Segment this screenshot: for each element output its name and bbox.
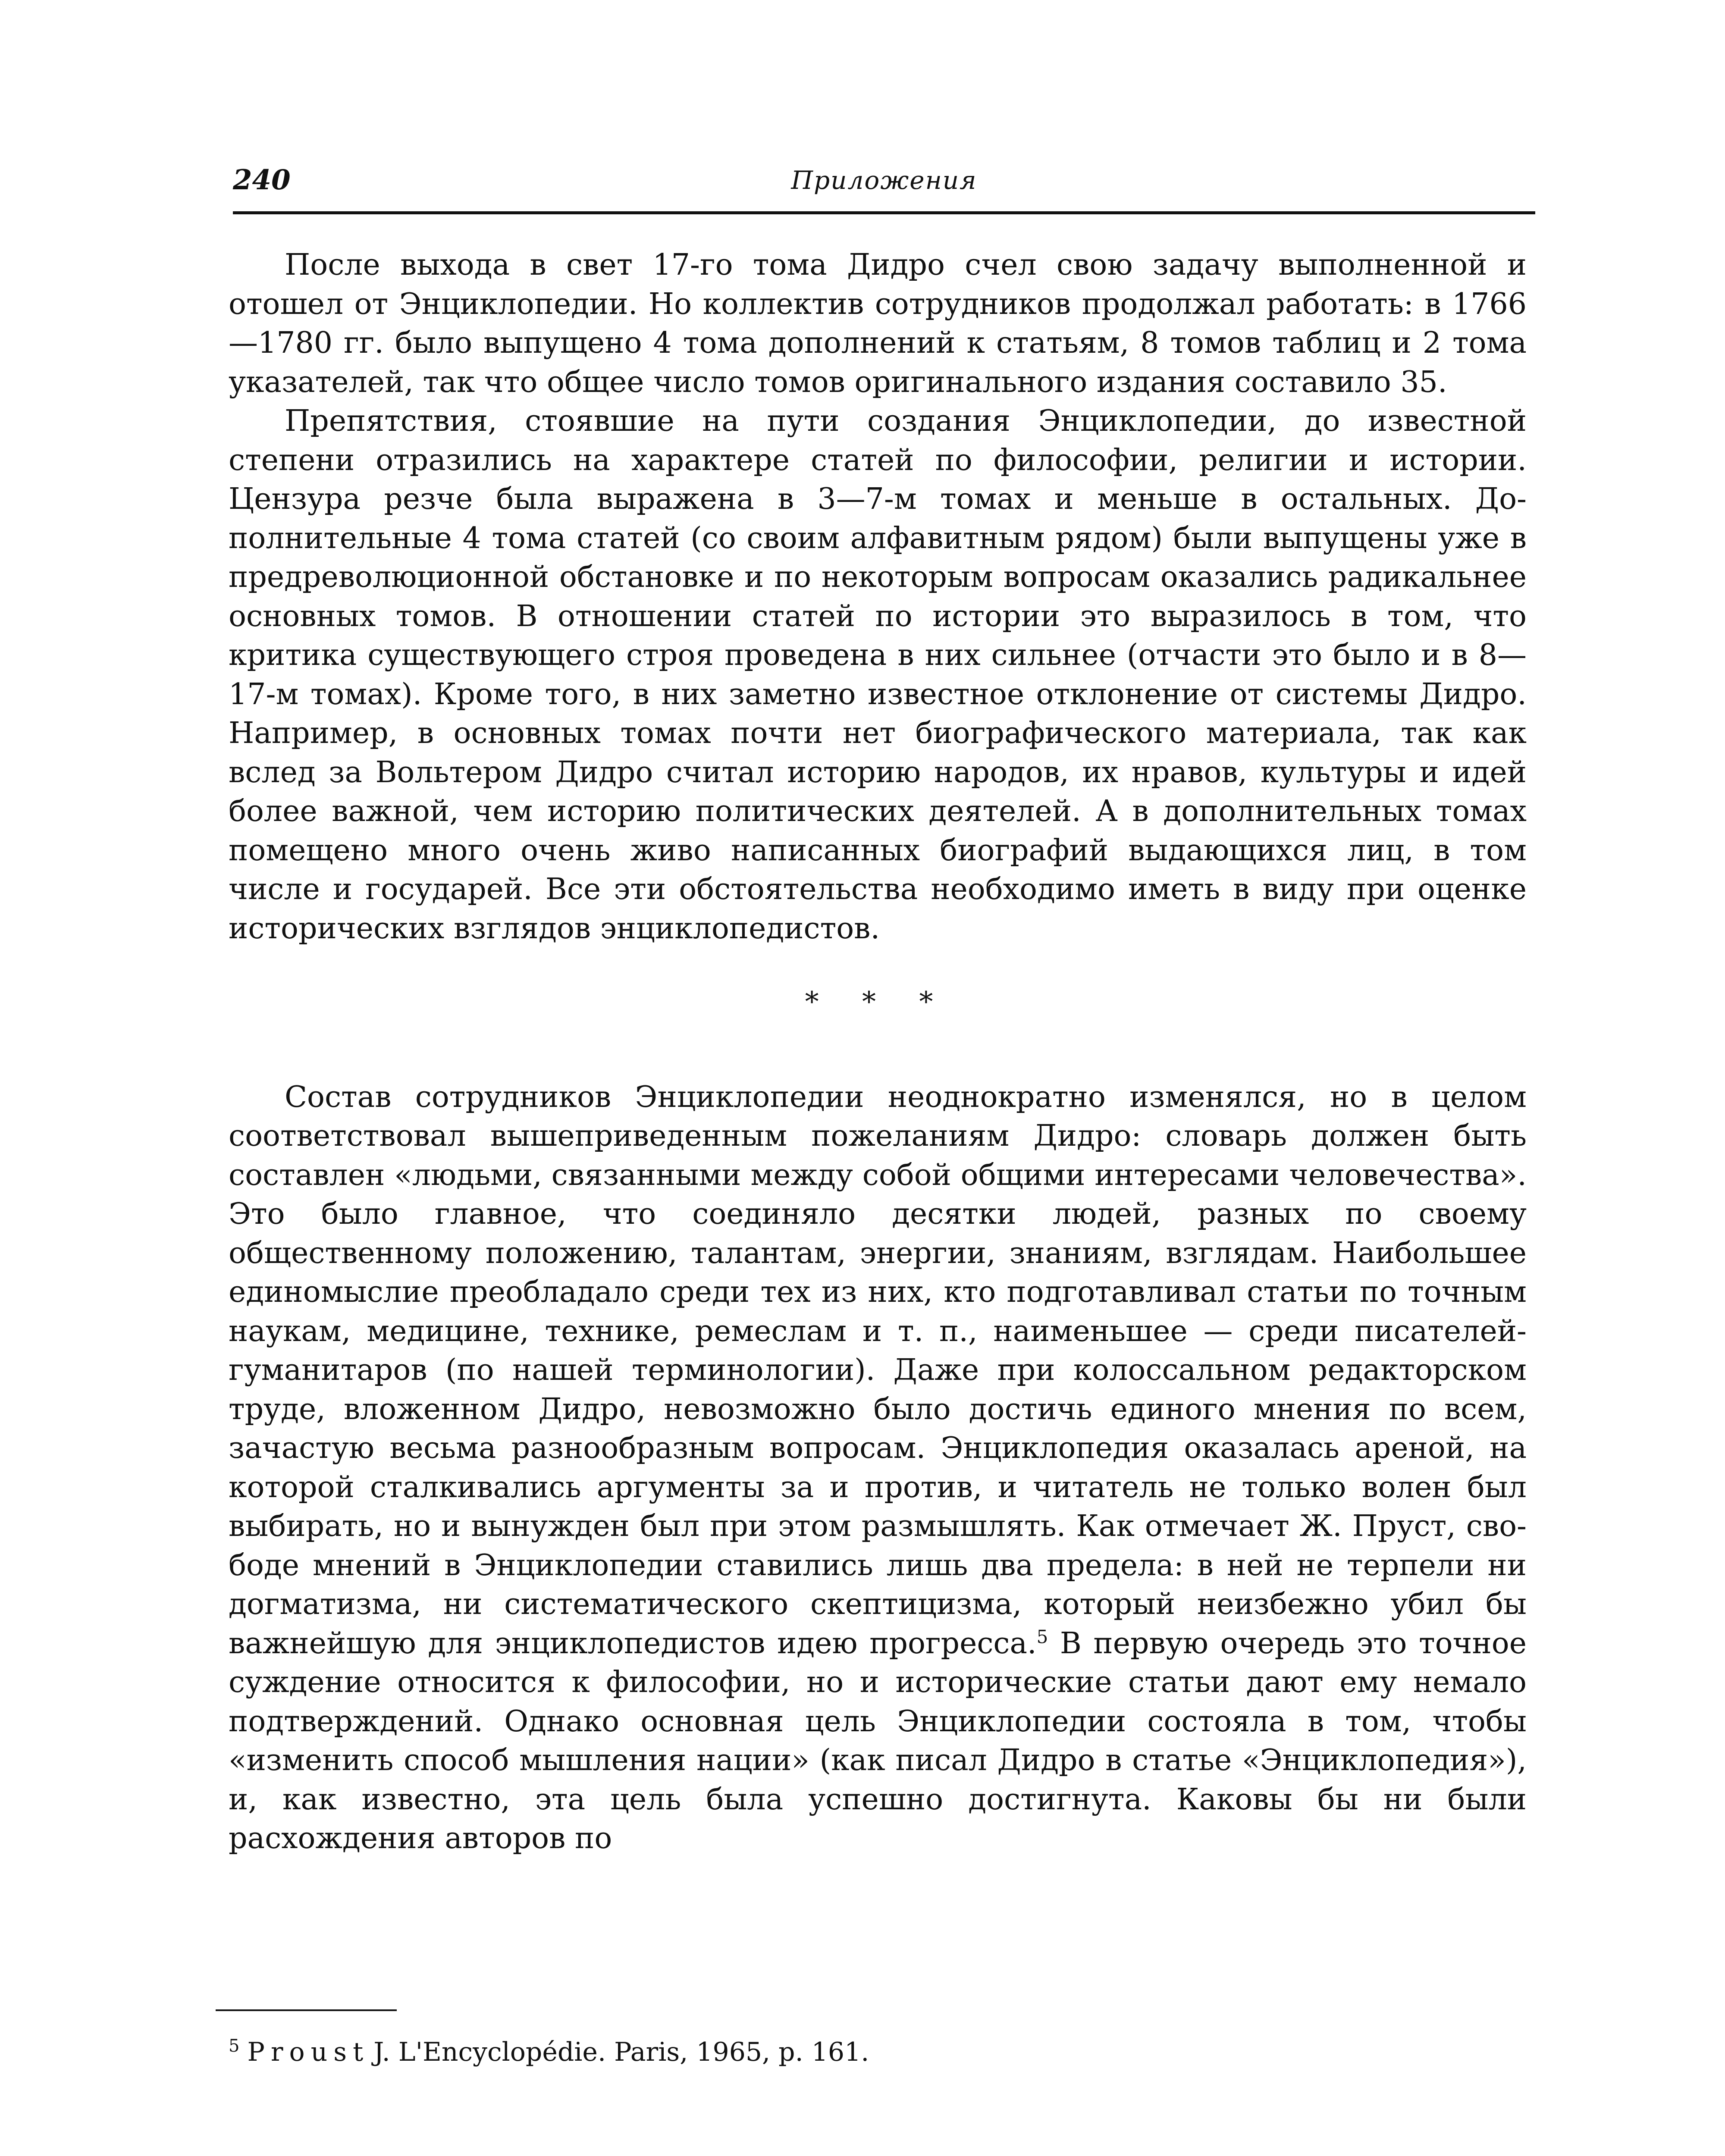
footnote	[229, 2029, 1527, 2069]
section-separator: * * *	[805, 986, 950, 1018]
running-head-title: Приложения	[791, 166, 977, 195]
footnote-text: J. L'Encyclopédie. Paris, 1965, p. 161.	[373, 2037, 869, 2067]
paragraph-text: Состав сотрудников Энциклопедии неоднократно изменялся, но в целом соответствовал вышеприведенным пожеланиям Дидро: словарь должен быть составлен «людьми, связанными между собой общими интересами человечества». Это было главное, что соединяло десятки людей, разных по своему общественному положению, талантам, энергии, знаниям, взглядам. Наибольшее единомыслие преобладало среди тех из них, кто подготавливал статьи по точным наукам, медицине, технике, ремеслам и т. п., наименьшее — среди писателей-гуманитаров (по нашей терминологии). Даже при колоссальном редакторском труде, вложенном Дидро, невозможно было достичь единого мнения по всем, зачастую весьма разнообразным вопросам. Энциклопедия оказалась ареной, на которой сталкивались аргументы за и против, и читатель не только волен был выбирать, но и вынужден был при этом размышлять. Как отмечает Ж. Пруст, свободе мнений в Энциклопедии ставились лишь два предела: в ней не терпели ни догматизма, ни систематического скептицизма, который неизбежно убил бы важнейшую для энциклопедистов идею прогресса.	[229, 1080, 1527, 1661]
paragraph: Препятствия, стоявшие на пути создания Энциклопедии, до известной степени отразились на характере статей по философии, религии и истории. Цензура резче была выражена в 3—7-м томах и меньше в остальных. Дополнительные 4 тома статей (со своим алфавитным рядом) были выпущены уже в предреволюционной обстановке и по некоторым вопросам оказались радикальнее основных томов. В отношении статей по истории это выразилось в том, что критика существующего строя проведена в них сильнее (отчасти это было и в 8—17-м томах). Кроме того, в них заметно известное отклонение от системы Дидро. Например, в основных томах почти нет биографического материала, так как вслед за Вольтером Дидро считал историю народов, их нравов, культуры и идей более важной, чем историю политических деятелей. А в дополнительных томах помещено много очень живо написанных биографий выдающихся лиц, в том числе и государей. Все эти обстоятельства необходимо иметь в виду при оценке исторических взглядов энциклопедистов.	[229, 404, 1527, 946]
header-rule	[233, 211, 1535, 214]
footnote-rule	[216, 2009, 397, 2011]
paragraph-text: В первую очередь это точное суждение относится к философии, но и исторические статьи дают ему немало подтверждений. Однако основная цель Энциклопедии состояла в том, чтобы «изменить способ мышления нации» (как писал Дидро в статье «Энциклопедия»), и, как известно, эта цель была успешно достигнута. Каковы бы ни были расхождения авторов по	[229, 1626, 1527, 1855]
running-head	[233, 160, 1535, 211]
footnote-author: Proust	[247, 2037, 370, 2067]
footnote-reference: 5	[1036, 1626, 1048, 1647]
page-number: 240	[233, 164, 291, 196]
paragraph: После выхода в свет 17-го тома Дидро счел свою задачу выполненной и отошел от Энциклопедии. Но коллектив сотрудников продолжал работать: в 1766—1780 гг. было выпущено 4 тома дополнений к статьям, 8 томов таблиц и 2 тома указателей, так что общее число томов оригинального издания составило 35.	[229, 248, 1527, 399]
footnote-number: 5	[229, 2036, 240, 2056]
body-text	[229, 246, 1527, 1858]
paragraph	[229, 1078, 1527, 1858]
